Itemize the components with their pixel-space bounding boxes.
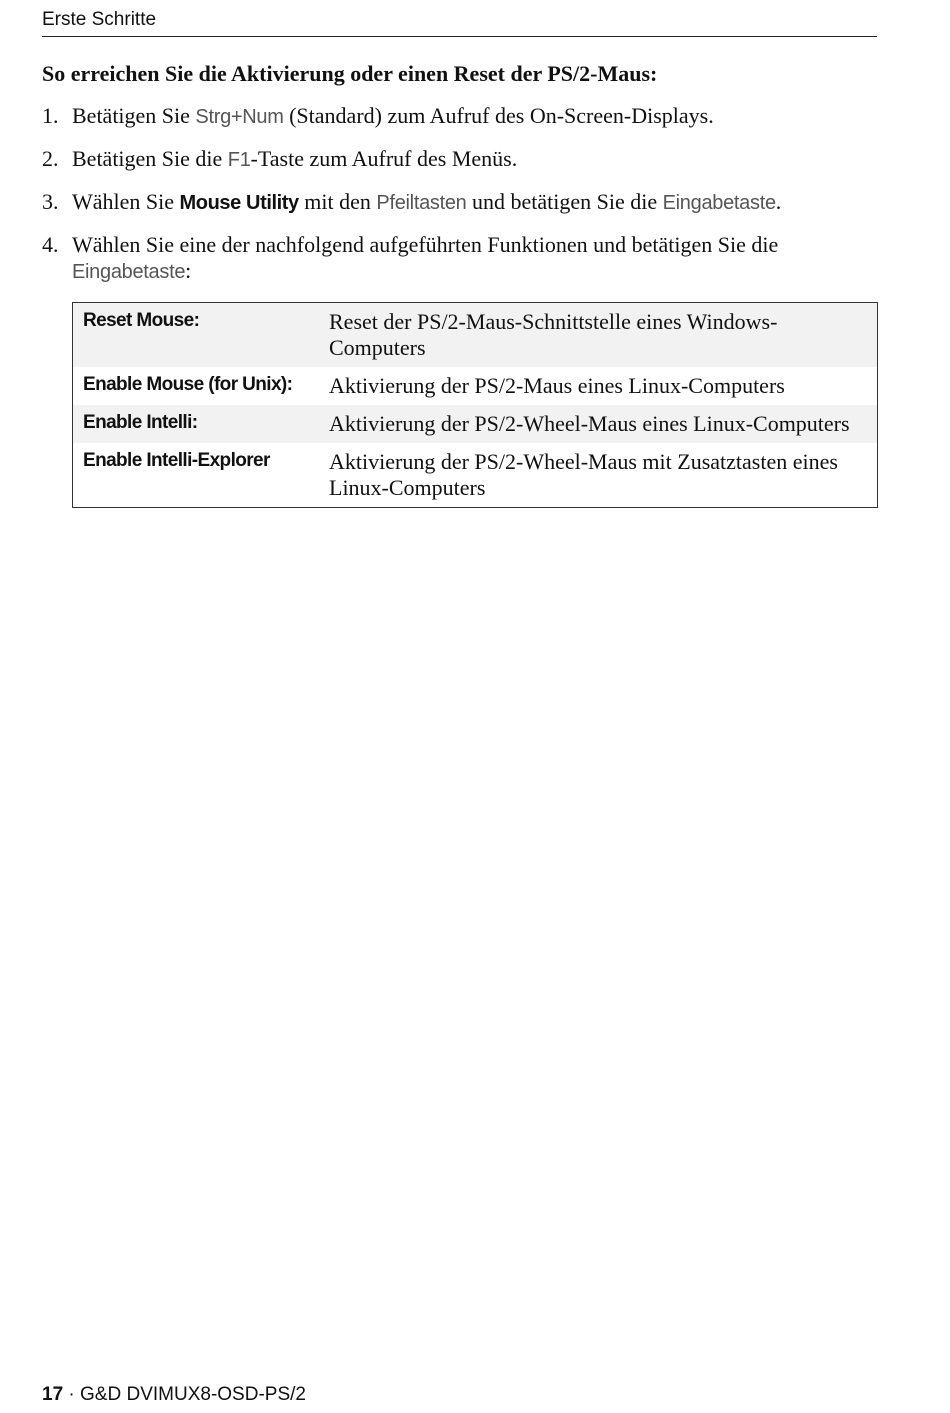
step-4 bbox=[42, 232, 882, 285]
function-description: Aktivierung der PS/2-Wheel-Maus eines Linux-Computers bbox=[319, 405, 878, 443]
step-text: Wählen Sie eine der nachfolgend aufgeführten Funktionen und betätigen Sie die bbox=[72, 232, 779, 257]
step-number: 1. bbox=[42, 103, 59, 128]
instruction-heading: So erreichen Sie die Aktivierung oder einen Reset der PS/2-Maus: bbox=[42, 61, 658, 86]
function-name: Enable Intelli-Explorer bbox=[83, 450, 270, 471]
step-text: Betätigen Sie die bbox=[72, 146, 228, 171]
function-name: Enable Intelli: bbox=[73, 405, 320, 443]
step-number: 2. bbox=[42, 146, 59, 171]
page-footer bbox=[42, 1384, 306, 1406]
menu-item-mouse-utility: Mouse Utility bbox=[179, 192, 299, 214]
step-text: -Taste zum Aufruf des Menüs. bbox=[250, 146, 518, 171]
function-table bbox=[72, 302, 878, 508]
page-number: 17 bbox=[42, 1384, 64, 1405]
function-name: Reset Mouse: bbox=[73, 303, 320, 368]
step-text: : bbox=[185, 258, 192, 283]
function-description: Aktivierung der PS/2-Maus eines Linux-Computers bbox=[329, 373, 785, 398]
key-arrow-keys: Pfeiltasten bbox=[376, 192, 467, 214]
table-row bbox=[73, 405, 878, 443]
table-row bbox=[73, 303, 878, 368]
step-2 bbox=[42, 146, 882, 173]
step-text: und betätigen Sie die bbox=[466, 189, 663, 214]
key-enter: Eingabetaste bbox=[72, 261, 186, 283]
step-number: 4. bbox=[42, 232, 59, 257]
footer-separator: · bbox=[63, 1384, 81, 1405]
function-name: Enable Mouse (for Unix): bbox=[83, 374, 293, 395]
step-text: . bbox=[775, 189, 782, 214]
section-title: Erste Schritte bbox=[42, 9, 157, 30]
step-1 bbox=[42, 103, 882, 130]
table-row bbox=[73, 443, 878, 508]
step-text: mit den bbox=[298, 189, 377, 214]
step-text: Betätigen Sie bbox=[72, 103, 196, 128]
page-header bbox=[42, 8, 877, 37]
step-number: 3. bbox=[42, 189, 59, 214]
step-3 bbox=[42, 189, 882, 216]
key-enter: Eingabetaste bbox=[662, 192, 776, 214]
function-description: Aktivierung der PS/2-Wheel-Maus mit Zusatztasten eines Linux-Computers bbox=[329, 449, 838, 500]
key-strg-num: Strg+Num bbox=[195, 106, 284, 128]
product-name: G&D DVIMUX8-OSD-PS/2 bbox=[80, 1384, 306, 1405]
step-text: (Standard) zum Aufruf des On-Screen-Displays. bbox=[283, 103, 714, 128]
step-text: Wählen Sie bbox=[72, 189, 180, 214]
instruction-steps bbox=[42, 103, 882, 301]
key-f1: F1 bbox=[227, 149, 251, 171]
table-row bbox=[73, 367, 878, 405]
function-description: Reset der PS/2-Maus-Schnittstelle eines Windows-Computers bbox=[319, 303, 878, 368]
